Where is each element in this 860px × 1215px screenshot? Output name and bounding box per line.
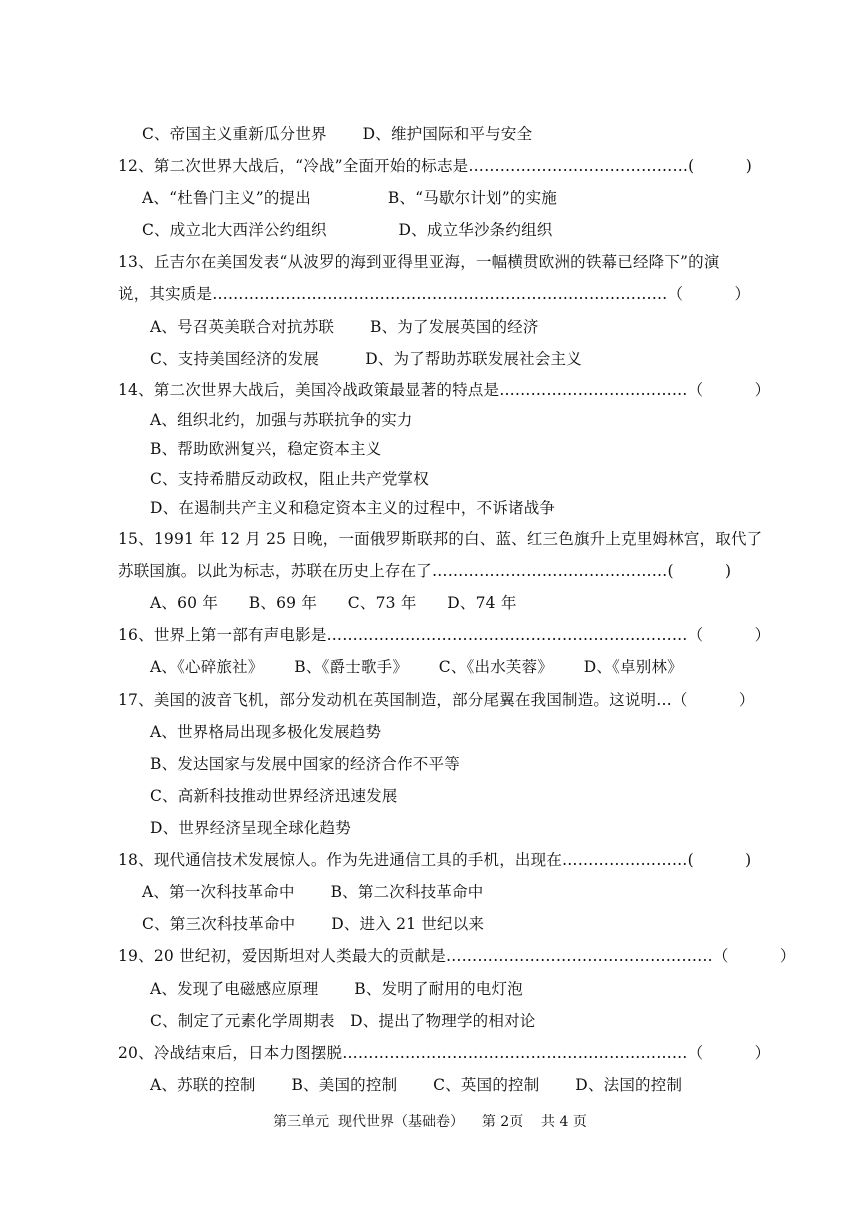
option-14-c: C、支持希腊反动政权，阻止共产党掌权 xyxy=(150,470,429,488)
option-14-b: B、帮助欧洲复兴，稳定资本主义 xyxy=(150,440,382,458)
question-13-line-1: 13、丘吉尔在美国发表“从波罗的海到亚得里亚海，一幅横贯欧洲的铁幕已经降下”的演 xyxy=(118,253,720,271)
option-line-19-cd: C、制定了元素化学周期表 D、提出了物理学的相对论 xyxy=(150,1012,536,1030)
option-17-c: C、高新科技推动世界经济迅速发展 xyxy=(150,787,398,805)
question-15-line-1: 15、1991 年 12 月 25 日晚，一面俄罗斯联邦的白、蓝、红三色旗升上克里姆林宫，取代了 xyxy=(118,530,763,548)
option-line-16: A、《心碎旅社》 B、《爵士歌手》 C、《出水芙蓉》 D、《卓别林》 xyxy=(150,658,683,676)
option-17-b: B、发达国家与发展中国家的经济合作不平等 xyxy=(150,755,460,773)
option-17-a: A、世界格局出现多极化发展趋势 xyxy=(150,723,382,741)
option-line-11-cd: C、帝国主义重新瓜分世界 D、维护国际和平与安全 xyxy=(142,125,533,143)
option-line-18-cd: C、第三次科技革命中 D、进入 21 世纪以来 xyxy=(142,915,485,933)
option-14-d: D、在遏制共产主义和稳定资本主义的过程中，不诉诸战争 xyxy=(150,499,556,517)
option-17-d: D、世界经济呈现全球化趋势 xyxy=(150,819,352,837)
question-18: 18、现代通信技术发展惊人。作为先进通信工具的手机，出现在……………………( ) xyxy=(118,851,752,869)
option-14-a: A、组织北约，加强与苏联抗争的实力 xyxy=(150,411,413,429)
option-line-19-ab: A、发现了电磁感应原理 B、发明了耐用的电灯泡 xyxy=(150,980,523,998)
question-19: 19、20 世纪初，爱因斯坦对人类最大的贡献是……………………………………………（ ） xyxy=(118,947,796,965)
option-line-13-cd: C、支持美国经济的发展 D、为了帮助苏联发展社会主义 xyxy=(150,350,582,368)
option-line-13-ab: A、号召英美联合对抗苏联 B、为了发展英国的经济 xyxy=(150,318,539,336)
question-17: 17、美国的波音飞机，部分发动机在英国制造，部分尾翼在我国制造。这说明…（ ） xyxy=(118,691,755,709)
page-footer: 第三单元 现代世界（基础卷） 第 2页 共 4 页 xyxy=(273,1114,587,1130)
question-20: 20、冷战结束后，日本力图摆脱…………………………………………………………（ ） xyxy=(118,1044,771,1062)
question-15-line-2: 苏联国旗。以此为标志，苏联在历史上存在了………………………………………( ) xyxy=(118,562,732,580)
option-line-15: A、60 年 B、69 年 C、73 年 D、74 年 xyxy=(150,594,517,612)
question-12: 12、第二次世界大战后，“冷战”全面开始的标志是……………………………………( ) xyxy=(118,157,752,175)
option-line-20: A、苏联的控制 B、美国的控制 C、英国的控制 D、法国的控制 xyxy=(150,1076,683,1094)
question-13-line-2: 说，其实质是……………………………………………………………………………（ ） xyxy=(118,285,751,303)
option-line-18-ab: A、第一次科技革命中 B、第二次科技革命中 xyxy=(142,883,484,901)
question-16: 16、世界上第一部有声电影是……………………………………………………………（ ） xyxy=(118,626,771,644)
option-line-12-ab: A、“杜鲁门主义”的提出 B、“马歇尔计划”的实施 xyxy=(142,189,557,207)
option-line-12-cd: C、成立北大西洋公约组织 D、成立华沙条约组织 xyxy=(142,221,553,239)
question-14: 14、第二次世界大战后，美国冷战政策最显著的特点是………………………………（ ） xyxy=(118,381,771,399)
